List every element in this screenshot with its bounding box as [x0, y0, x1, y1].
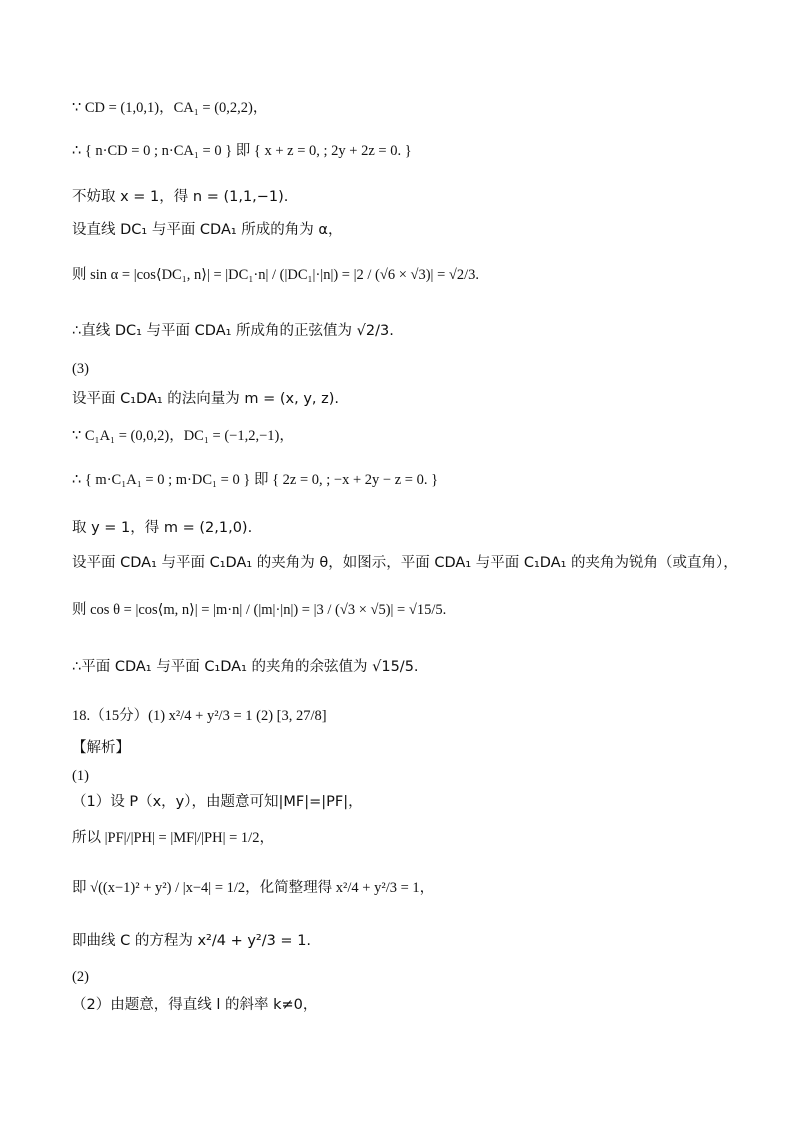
distance-equation-line: 即 √((x−1)² + y²) / |x−4| = 1/2，化简整理得 x²/4 + y²/3 = 1， — [72, 880, 435, 896]
vector-definition-line-2: ∵ C₁A₁ = (0,0,2)，DC₁ = (−1,2,−1)， — [72, 428, 294, 444]
analysis-header: 【解析】 — [72, 740, 130, 756]
part-1-label: (1) — [72, 768, 89, 784]
normal-m-equation-system: ∴ { m·C₁A₁ = 0 ; m·DC₁ = 0 } 即 { 2z = 0, ; −x + 2y − z = 0. } — [72, 472, 439, 488]
cosine-computation-line: 则 cos θ = |cos⟨m, n⟩| = |m·n| / (|m|·|n|) = |3 / (√3 × √5)| = √15/5. — [72, 602, 447, 618]
point-p-setup-line: （1）设 P（x，y），由题意可知|MF|=|PF|， — [72, 794, 363, 810]
normal-vector-choice: 不妨取 x = 1，得 n = (1,1,−1). — [72, 189, 289, 205]
angle-definition-line: 设直线 DC₁ 与平面 CDA₁ 所成的角为 α， — [72, 222, 343, 238]
part-2-label: (2) — [72, 969, 89, 985]
question-18-answer: 18.（15分）(1) x²/4 + y²/3 = 1 (2) [3, 27/8] — [72, 708, 327, 724]
normal-equation-system: ∴ { n·CD = 0 ; n·CA₁ = 0 } 即 { x + z = 0, ; 2y + 2z = 0. } — [72, 143, 412, 159]
ratio-line: 所以 |PF|/|PH| = |MF|/|PH| = 1/2， — [72, 830, 274, 846]
part-3-label: (3) — [72, 361, 89, 377]
sine-computation-line: 则 sin α = |cos⟨DC₁, n⟩| = |DC₁·n| / (|DC₁|·|n|) = |2 / (√6 × √3)| = √2/3. — [72, 267, 479, 283]
curve-equation-line: 即曲线 C 的方程为 x²/4 + y²/3 = 1. — [72, 933, 312, 949]
sine-conclusion-line: ∴直线 DC₁ 与平面 CDA₁ 所成角的正弦值为 √2/3. — [72, 323, 394, 339]
slope-condition-line: （2）由题意，得直线 l 的斜率 k≠0， — [72, 997, 318, 1013]
normal-vector-m-line: 设平面 C₁DA₁ 的法向量为 m = (x, y, z). — [72, 391, 340, 407]
normal-m-choice: 取 y = 1，得 m = (2,1,0). — [72, 520, 253, 536]
vector-definition-line: ∵ CD = (1,0,1)，CA₁ = (0,2,2)， — [72, 100, 268, 116]
cosine-conclusion-line: ∴平面 CDA₁ 与平面 C₁DA₁ 的夹角的余弦值为 √15/5. — [72, 659, 419, 675]
dihedral-angle-definition: 设平面 CDA₁ 与平面 C₁DA₁ 的夹角为 θ，如图示，平面 CDA₁ 与平面 C₁DA₁ 的夹角为锐角（或直角）， — [72, 555, 738, 571]
